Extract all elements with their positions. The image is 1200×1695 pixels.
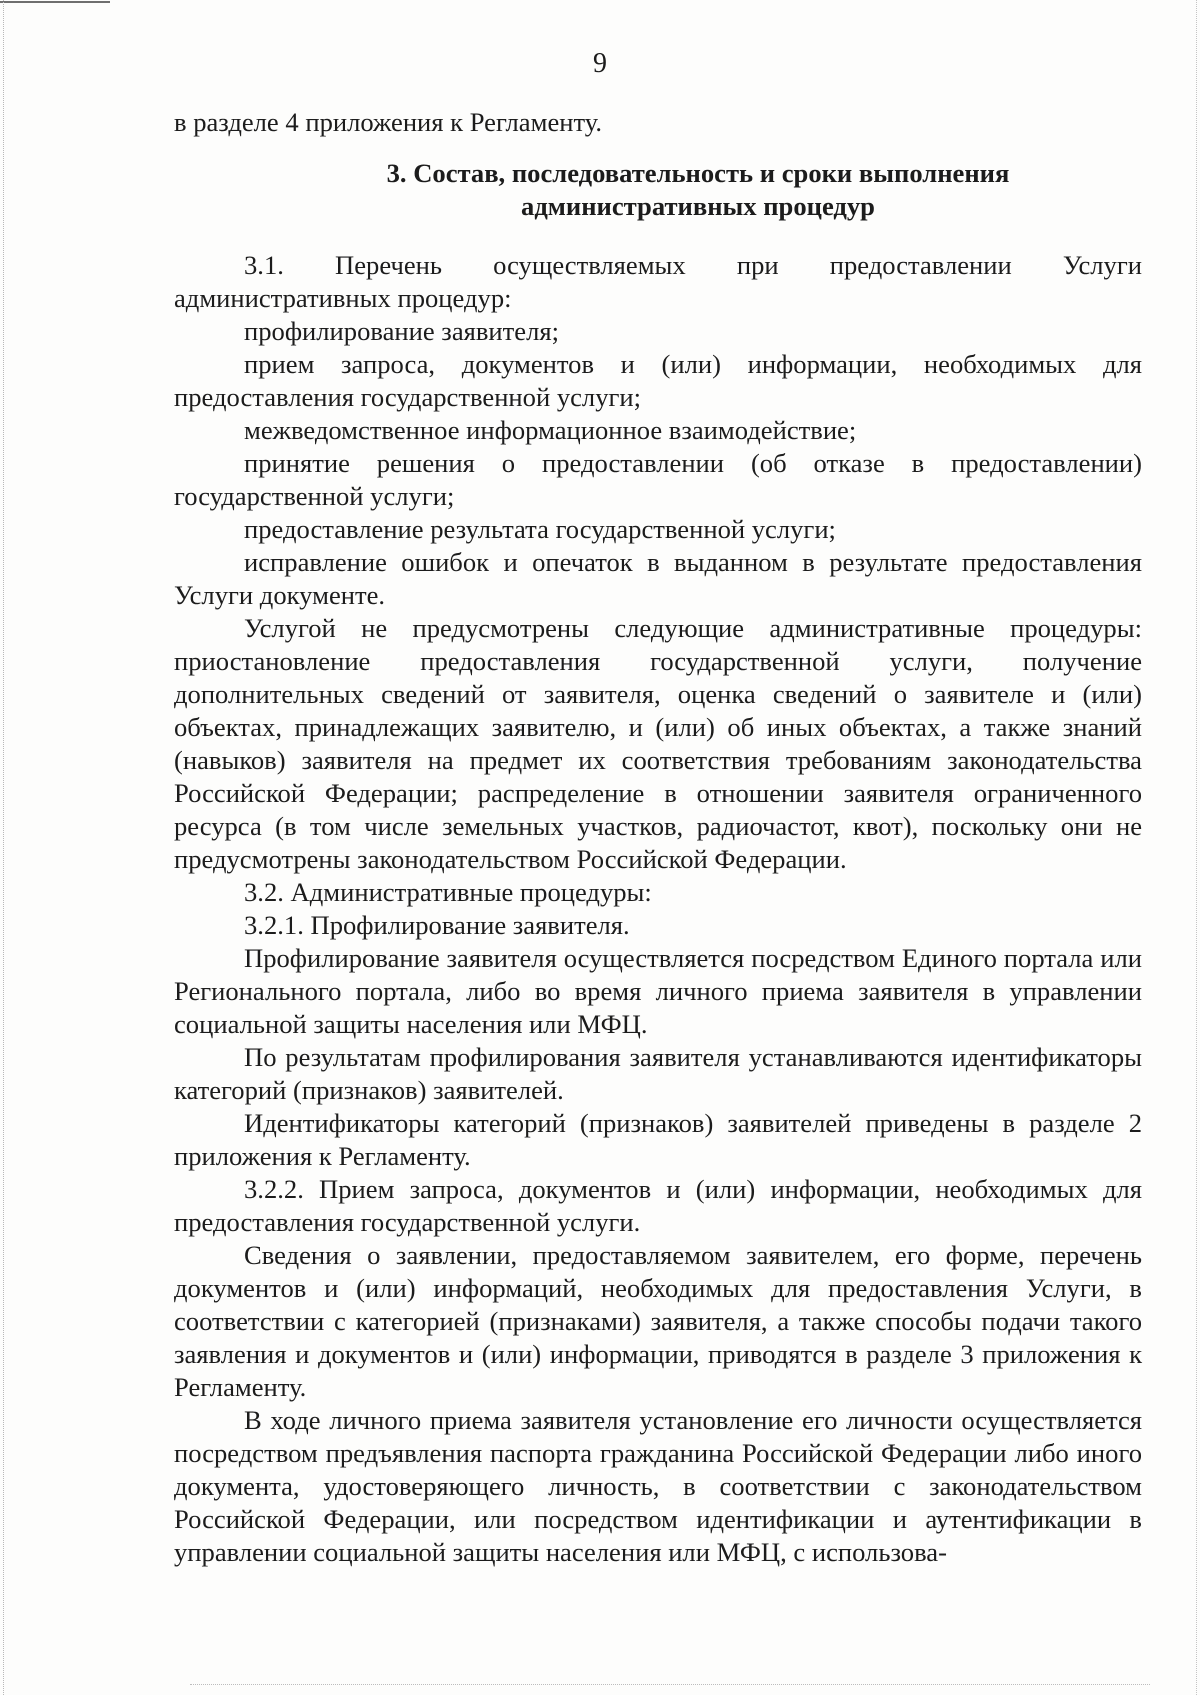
- paragraph-3-2-2: 3.2.2. Прием запроса, документов и (или) информации, необходимых для предоставления государственной услуги.: [174, 1174, 1142, 1237]
- paragraph-profiling-means: Профилирование заявителя осуществляется посредством Единого портала или Регионального портала, либо во время личного приема заявителя в управлении социальной защиты населения или МФЦ.: [174, 943, 1142, 1039]
- paragraph-3-1: 3.1. Перечень осуществляемых при предоставлении Услуги административных процедур:: [174, 250, 1142, 313]
- section-heading-line-1: 3. Состав, последовательность и сроки выполнения: [386, 158, 1010, 188]
- list-item-corrections: исправление ошибок и опечаток в выданном в результате предоставления Услуги документе.: [174, 547, 1142, 610]
- scan-edge-top: [0, 1, 110, 3]
- paragraph-3-2-1: 3.2.1. Профилирование заявителя.: [244, 910, 630, 940]
- scan-edge-bottom: [190, 1684, 1150, 1685]
- list-item-request-reception: прием запроса, документов и (или) информации, необходимых для предоставления государственной услуги;: [174, 349, 1142, 412]
- paragraph-application-info: Сведения о заявлении, предоставляемом заявителем, его форме, перечень документов и (или) информаций, необходимых для предоставления Услуги, в соответствии с категорией (признаками) заявителя, а также способы подачи такого заявления и документов и (или) информации, приводятся в разделе 3 приложения к Регламенту.: [174, 1240, 1142, 1402]
- list-item-interagency: межведомственное информационное взаимодействие;: [244, 415, 857, 445]
- document-body: [174, 106, 1142, 1569]
- section-heading-line-2: административных процедур: [521, 191, 875, 221]
- scan-edge-left: [3, 0, 4, 1695]
- paragraph-identifiers: Идентификаторы категорий (признаков) заявителей приведены в разделе 2 приложения к Регламенту.: [174, 1108, 1142, 1171]
- scan-edge-right: [1196, 0, 1197, 1695]
- paragraph-personal-reception: В ходе личного приема заявителя установление его личности осуществляется посредством предъявления паспорта гражданина Российской Федерации либо иного документа, удостоверяющего личность, в соответствии с законодательством Российской Федерации, или посредством идентификации и аутентификации в управлении социальной защиты населения или МФЦ, с использова-: [174, 1405, 1142, 1567]
- list-item-profiling: профилирование заявителя;: [244, 316, 559, 346]
- page-number: 9: [593, 48, 607, 79]
- list-item-decision: принятие решения о предоставлении (об отказе в предоставлении) государственной услуги;: [174, 448, 1142, 511]
- section-heading: [174, 157, 1142, 223]
- list-item-result: предоставление результата государственной услуги;: [244, 514, 836, 544]
- paragraph-profiling-results: По результатам профилирования заявителя устанавливаются идентификаторы категорий (признаков) заявителей.: [174, 1042, 1142, 1105]
- paragraph-not-provided: Услугой не предусмотрены следующие административные процедуры: приостановление предоставления государственной услуги, получение дополнительных сведений от заявителя, оценка сведений о заявителе и (или) объектах, принадлежащих заявителю, и (или) об иных объектах, а также знаний (навыков) заявителя на предмет их соответствия требованиям законодательства Российской Федерации; распределение в отношении заявителя ограниченного ресурса (в том числе земельных участков, радиочастот, квот), поскольку они не предусмотрены законодательством Российской Федерации.: [174, 613, 1142, 874]
- intro-line: в разделе 4 приложения к Регламенту.: [174, 107, 603, 137]
- paragraph-3-2: 3.2. Административные процедуры:: [244, 877, 652, 907]
